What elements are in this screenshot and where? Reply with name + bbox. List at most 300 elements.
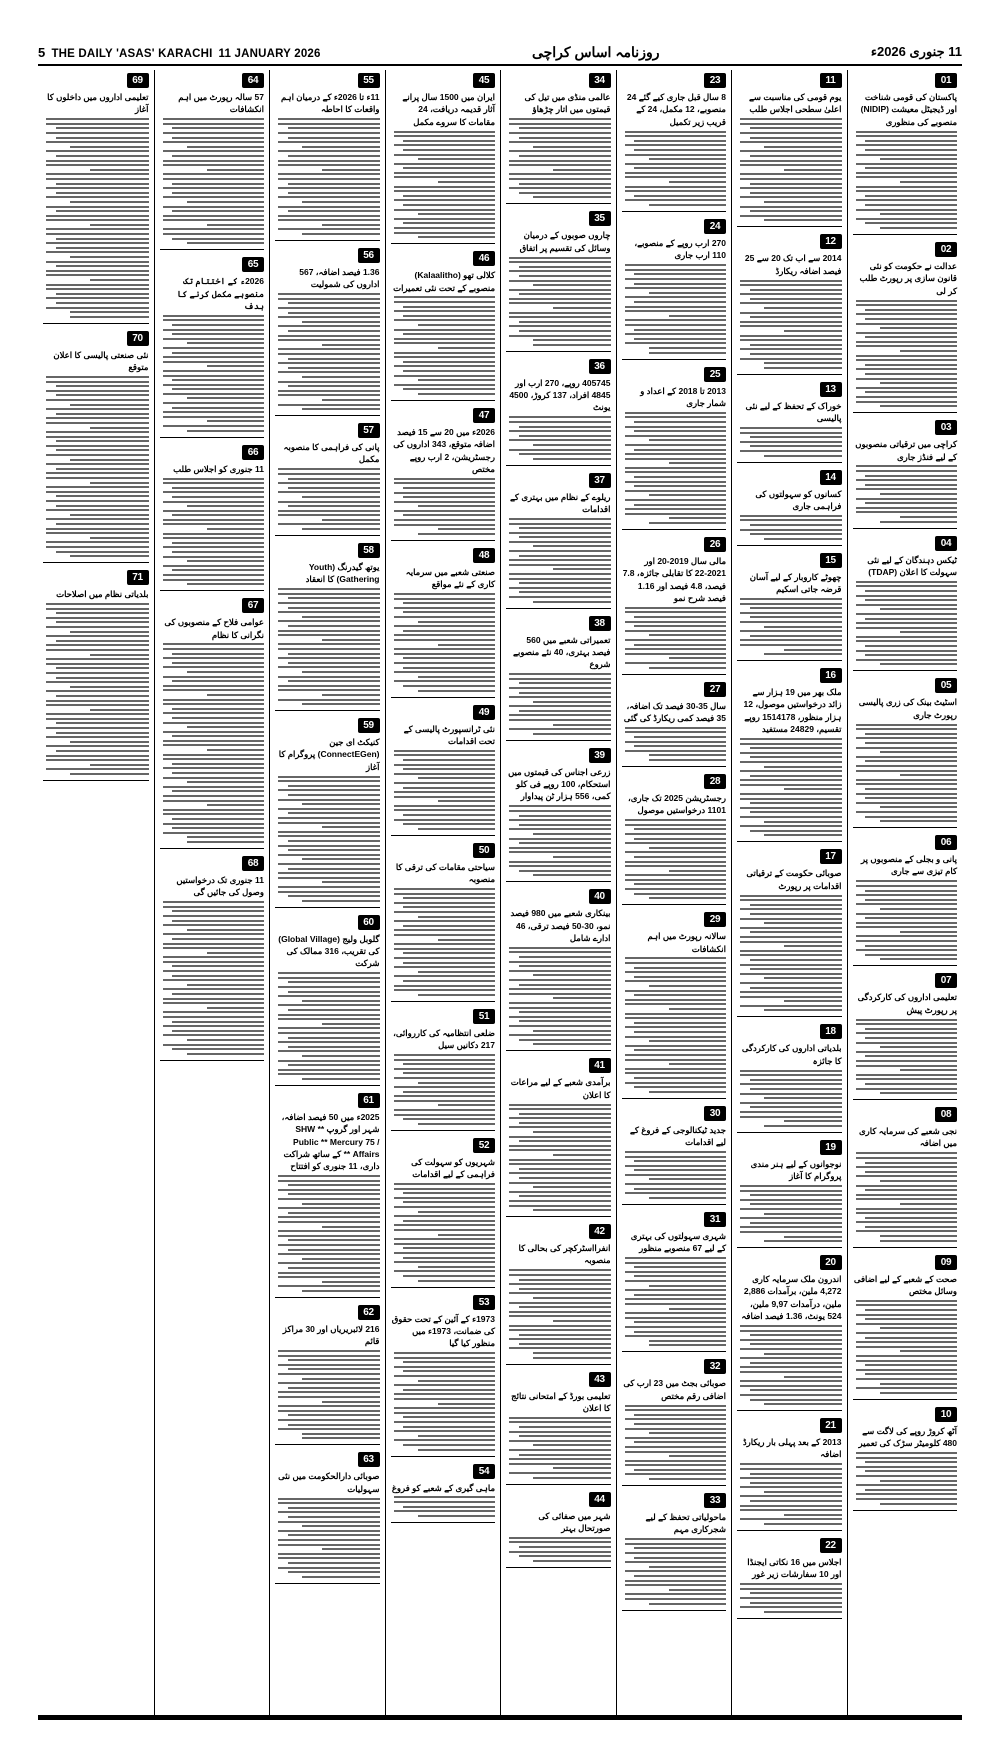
text-line [394,1393,495,1395]
article-66[interactable] [160,445,265,592]
text-line [163,523,264,525]
article-16[interactable] [737,668,842,842]
text-line [187,836,264,838]
text-line [519,435,611,437]
text-line [394,989,495,991]
article-number-badge: 45 [473,73,495,88]
article-20[interactable] [737,1255,842,1411]
text-line [649,1285,726,1287]
text-line [46,270,148,272]
text-line [278,602,379,604]
article-60[interactable] [275,915,380,1086]
article-15[interactable] [737,553,842,661]
text-line [288,680,380,682]
text-line [900,774,957,776]
text-line [519,815,611,817]
text-line [394,1384,495,1386]
text-line [625,1192,726,1194]
article-body [160,118,265,244]
text-line [750,210,842,212]
article-24[interactable] [622,219,727,360]
text-line [625,269,726,271]
text-line [163,565,264,567]
text-line [278,630,379,632]
text-line [394,1183,495,1185]
text-line [625,1570,726,1572]
text-line [509,1117,610,1119]
article-42[interactable] [506,1224,611,1365]
text-line [900,181,957,183]
text-line [625,1473,726,1475]
text-line [740,941,841,943]
article-17[interactable] [737,849,842,1017]
article-26[interactable] [622,537,727,675]
text-line [278,611,379,613]
text-line [163,546,264,548]
text-line [880,1046,957,1048]
text-line [625,750,726,752]
article-14[interactable] [737,470,842,546]
text-line [302,496,379,498]
article-49[interactable] [391,705,496,836]
text-line [509,518,610,520]
article-divider [622,904,727,905]
article-headline: تعمیراتی شعبے میں 560 فیصد بہتری، 40 نئے منصوبے شروع [512,634,611,670]
text-line [56,523,149,525]
text-line [625,1174,726,1176]
text-line [509,1159,610,1161]
article-08[interactable] [853,1107,958,1248]
text-line [403,952,495,954]
text-line [740,603,841,605]
article-number-badge: 28 [704,774,726,789]
text-line [634,485,726,487]
text-line [288,1009,380,1011]
text-line [625,1289,726,1291]
text-line [288,794,380,796]
text-line [509,312,610,314]
article-divider [275,1297,380,1298]
article-61[interactable] [275,1093,380,1298]
article-25[interactable] [622,367,727,530]
text-line [46,528,148,530]
text-line [634,301,726,303]
text-line [288,625,380,627]
text-line [403,149,495,151]
text-line [278,1382,379,1384]
text-line [625,962,726,964]
text-line [278,1004,379,1006]
text-line [394,1252,495,1254]
article-65[interactable] [160,257,265,437]
article-headline: 2013 کے بعد پہلی بار ریکارڈ اضافہ [742,1437,842,1460]
article-body [853,1019,958,1095]
article-47[interactable] [391,408,496,541]
article-headline: نجی شعبے کی سرمایہ کاری میں اضافہ [859,1126,957,1149]
article-70[interactable] [43,331,149,563]
text-line [288,1193,380,1195]
text-line [856,1484,957,1486]
article-headline: ریلوے کے نظام میں بہتری کے اقدامات [509,491,611,514]
article-63[interactable] [275,1452,380,1583]
text-line [56,495,149,497]
article-divider [737,1618,842,1619]
text-line [403,759,495,761]
text-line [533,1186,610,1188]
article-57[interactable] [275,423,380,536]
text-line [163,319,264,321]
text-line [278,620,379,622]
article-headline: 11 جنوری کو اجلاس طلب [173,463,264,474]
text-line [634,745,726,747]
text-line [46,123,148,125]
article-55[interactable] [275,73,380,241]
text-line [70,311,148,313]
article-41[interactable] [506,1058,611,1217]
text-line [163,703,264,705]
text-line [669,517,726,519]
text-line [509,587,610,589]
text-line [278,1216,379,1218]
article-33[interactable] [622,1493,727,1611]
article-31[interactable] [622,1212,727,1353]
text-line [865,204,957,206]
text-line [418,1266,495,1268]
text-line [403,1072,495,1074]
text-line [509,150,610,152]
text-line [856,218,957,220]
text-line [163,712,264,714]
article-09[interactable] [853,1255,958,1400]
text-line [322,399,379,401]
text-line [288,1064,380,1066]
article-44[interactable] [506,1492,611,1568]
text-line [856,154,957,156]
article-35[interactable] [506,211,611,352]
article-62[interactable] [275,1305,380,1446]
text-line [163,215,264,217]
article-67[interactable] [160,598,265,849]
text-line [509,270,610,272]
text-line [784,649,841,651]
text-line [764,307,841,309]
text-line [509,325,610,327]
text-line [625,333,726,335]
text-line [740,950,841,952]
article-number-badge: 14 [820,470,842,485]
text-line [625,1151,726,1153]
text-line [56,394,149,396]
article-headline: خوراک کے تحفظ کے لیے نئی پالیسی [745,400,842,424]
text-line [46,219,148,221]
article-51[interactable] [391,1009,496,1131]
text-line [278,1198,379,1200]
text-line [764,1491,841,1493]
article-body [275,1498,380,1578]
article-22[interactable] [737,1538,842,1619]
text-line [403,1444,495,1446]
article-divider [737,1247,842,1248]
article-body [622,957,727,1092]
article-divider [737,1530,842,1531]
text-line [172,993,264,995]
article-04[interactable] [853,536,958,672]
text-line [533,1131,610,1133]
article-number-badge: 17 [820,849,842,864]
text-line [856,1078,957,1080]
article-48[interactable] [391,548,496,698]
text-line [856,1074,957,1076]
text-line [625,1303,726,1305]
text-line [625,611,726,613]
article-29[interactable] [622,912,727,1098]
text-line [438,1403,495,1405]
article-37[interactable] [506,473,611,609]
text-line [394,172,495,174]
text-line [856,511,957,513]
article-06[interactable] [853,835,958,966]
text-line [163,1016,264,1018]
text-line [509,1315,610,1317]
text-line [172,735,264,737]
text-line [740,1093,841,1095]
article-07[interactable] [853,973,958,1100]
text-line [856,479,957,481]
text-line [46,704,148,706]
text-line [56,413,149,415]
text-line [750,1389,842,1391]
text-line [750,353,842,355]
text-line [394,764,495,766]
article-body [853,1452,958,1505]
text-line [764,455,841,457]
article-21[interactable] [737,1418,842,1531]
text-line [418,676,495,678]
article-68[interactable] [160,856,265,1061]
column-8 [38,70,154,1715]
article-01[interactable] [853,73,958,235]
article-13[interactable] [737,382,842,463]
text-line [533,196,610,198]
text-line [669,1308,726,1310]
article-number-badge: 29 [704,912,726,927]
article-03[interactable] [853,420,958,528]
article-36[interactable] [506,359,611,466]
text-line [288,505,380,507]
text-line [880,663,957,665]
article-71[interactable] [43,570,149,781]
text-line [856,1208,957,1210]
article-number-badge: 65 [242,257,264,272]
text-line [750,931,842,933]
article-11[interactable] [737,73,842,227]
text-line [625,1183,726,1185]
text-line [394,218,495,220]
text-line [302,1576,379,1578]
text-line [278,404,379,406]
text-line [625,879,726,881]
article-30[interactable] [622,1106,727,1205]
text-line [207,420,264,422]
article-23[interactable] [622,73,727,212]
text-line [880,493,957,495]
text-line [856,627,957,629]
text-line [278,123,379,125]
text-line [625,278,726,280]
text-line [302,671,379,673]
text-line [625,310,726,312]
text-line [634,283,726,285]
text-line [625,471,726,473]
article-43[interactable] [506,1372,611,1485]
article-18[interactable] [737,1024,842,1132]
article-headline: 216 لائبریریاں اور 30 مراکز قائم [282,1323,380,1347]
article-45[interactable] [391,73,496,244]
text-line [46,431,148,433]
text-line [553,568,610,570]
text-line [649,1344,726,1346]
text-line [625,342,726,344]
text-line [163,533,264,535]
text-line [649,1040,726,1042]
article-56[interactable] [275,248,380,416]
text-line [278,206,379,208]
text-line [163,329,264,331]
text-line [880,1327,957,1329]
article-34[interactable] [506,73,611,204]
text-line [856,880,957,882]
text-line [278,822,379,824]
article-19[interactable] [737,1140,842,1248]
text-line [865,1217,957,1219]
article-39[interactable] [506,748,611,882]
text-line [278,394,379,396]
article-number-badge: 57 [358,423,380,438]
text-line [856,176,957,178]
text-line [394,750,495,752]
text-line [625,1003,726,1005]
text-line [418,690,495,692]
article-headline: پاکستان کی قومی شناخت اور ڈیجیٹل معیشت (NIDIP) منصوبے کی منظوری [860,92,957,127]
article-32[interactable] [622,1359,727,1486]
text-line [56,183,149,185]
article-46[interactable] [391,251,496,401]
article-28[interactable] [622,774,727,905]
article-body [275,293,380,410]
text-line [187,1039,264,1041]
text-line [302,616,379,618]
text-line [750,775,842,777]
text-line [46,206,148,208]
text-line [288,487,380,489]
text-line [56,247,149,249]
article-69[interactable] [43,73,149,324]
article-59[interactable] [275,718,380,908]
text-line [740,770,841,772]
text-line [880,521,957,523]
article-54[interactable] [391,1464,496,1523]
text-line [856,1051,957,1053]
text-line [394,492,495,494]
text-line [856,304,957,306]
article-50[interactable] [391,843,496,1002]
text-line [56,440,149,442]
text-line [163,666,264,668]
article-divider [622,359,727,360]
text-line [288,981,380,983]
article-body [391,296,496,394]
text-line [163,370,264,372]
text-line [634,1423,726,1425]
text-line [634,625,726,627]
text-line [56,449,149,451]
text-line [649,204,726,206]
text-line [278,1189,379,1191]
article-05[interactable] [853,678,958,828]
article-40[interactable] [506,889,611,1051]
article-52[interactable] [391,1138,496,1288]
text-line [278,1253,379,1255]
article-27[interactable] [622,682,727,767]
text-line [163,809,264,811]
article-12[interactable] [737,234,842,375]
text-line [740,612,841,614]
article-headline: رجسٹریشن 2025 تک جاری، 1101 درخواستیں موصول [628,792,726,816]
text-line [740,450,841,452]
article-divider [43,323,149,324]
text-line [509,1537,610,1539]
text-line [625,1552,726,1554]
text-line [856,811,957,813]
text-line [865,1337,957,1339]
text-line [625,1059,726,1061]
text-line [288,653,380,655]
text-line [278,1262,379,1264]
article-64[interactable] [160,73,265,250]
article-10[interactable] [853,1407,958,1511]
text-line [418,158,495,160]
text-line [278,381,379,383]
article-divider [853,670,958,671]
text-line [856,332,957,334]
text-line [163,722,264,724]
text-line [70,316,148,318]
text-line [750,1222,842,1224]
text-line [533,545,610,547]
text-line [394,773,495,775]
text-line [278,1405,379,1407]
text-line [278,1244,379,1246]
article-58[interactable] [275,543,380,711]
text-line [533,601,610,603]
text-line [187,671,264,673]
text-line [519,453,611,455]
article-53[interactable] [391,1295,496,1457]
text-line [856,1498,957,1500]
text-line [278,1530,379,1532]
text-line [278,390,379,392]
text-line [418,621,495,623]
text-line [394,1095,495,1097]
article-02[interactable] [853,242,958,413]
column-4 [500,70,616,1715]
text-line [163,315,264,317]
text-line [519,1011,611,1013]
text-line [394,1352,495,1354]
text-line [509,541,610,543]
article-38[interactable] [506,616,611,741]
text-line [625,186,726,188]
